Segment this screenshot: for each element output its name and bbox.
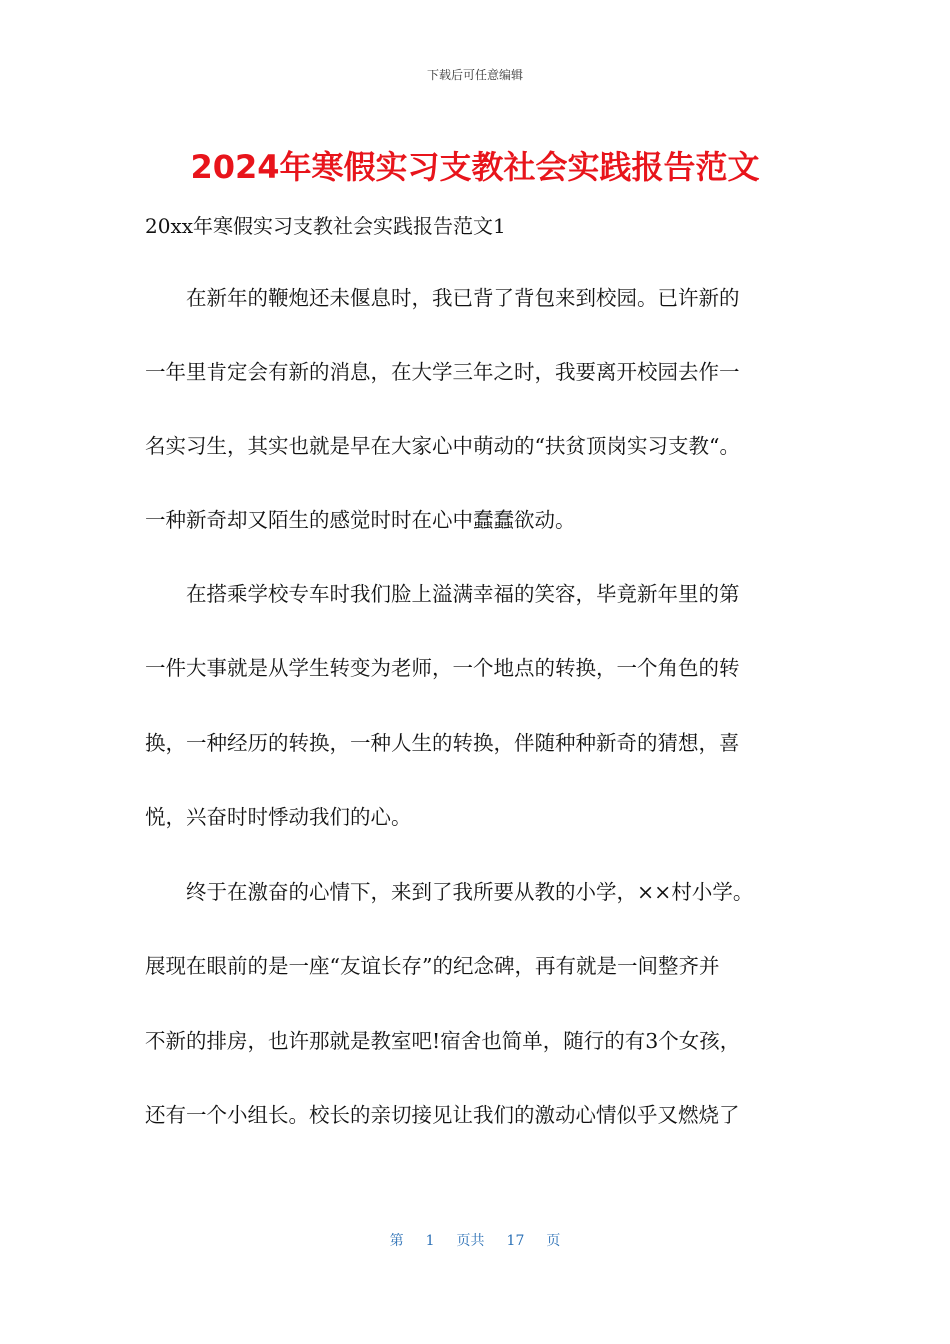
body-line: 换，一种经历的转换，一种人生的转换，伴随种种新奇的猜想，喜: [145, 731, 740, 755]
footer-suffix: 页: [546, 1233, 561, 1249]
body-line: 一年里肯定会有新的消息，在大学三年之时，我要离开校园去作一: [145, 360, 740, 384]
document-subtitle: 20xx年寒假实习支教社会实践报告范文1: [145, 214, 506, 238]
body-line: 在搭乘学校专车时我们脸上溢满幸福的笑容，毕竟新年里的第: [145, 582, 740, 606]
body-line: 终于在激奋的心情下，来到了我所要从教的小学，××村小学。: [145, 880, 754, 904]
footer-page-number: 1: [425, 1233, 435, 1249]
body-line: 在新年的鞭炮还未偃息时，我已背了背包来到校园。已许新的: [145, 286, 740, 310]
body-line: 悦，兴奋时时悸动我们的心。: [145, 805, 412, 829]
body-line: 展现在眼前的是一座“友谊长存”的纪念碑，再有就是一间整齐并: [145, 954, 720, 978]
footer-prefix: 第: [389, 1233, 404, 1249]
footer-total-pages: 17: [506, 1233, 525, 1249]
body-line: 还有一个小组长。校长的亲切接见让我们的激动心情似乎又燃烧了: [145, 1103, 740, 1127]
page-footer: [0, 1230, 950, 1250]
header-note: 下载后可任意编辑: [426, 68, 523, 82]
body-line: 不新的排房，也许那就是教室吧!宿舍也简单，随行的有3个女孩，: [145, 1029, 741, 1053]
body-line: 一种新奇却又陌生的感觉时时在心中蠢蠢欲动。: [145, 508, 576, 532]
body-line: 一件大事就是从学生转变为老师，一个地点的转换，一个角色的转: [145, 656, 740, 680]
document-title: 2024年寒假实习支教社会实践报告范文: [190, 148, 760, 186]
footer-middle: 页共: [456, 1233, 485, 1249]
body-line: 名实习生，其实也就是早在大家心中萌动的“扶贫顶岗实习支教“。: [145, 434, 740, 458]
